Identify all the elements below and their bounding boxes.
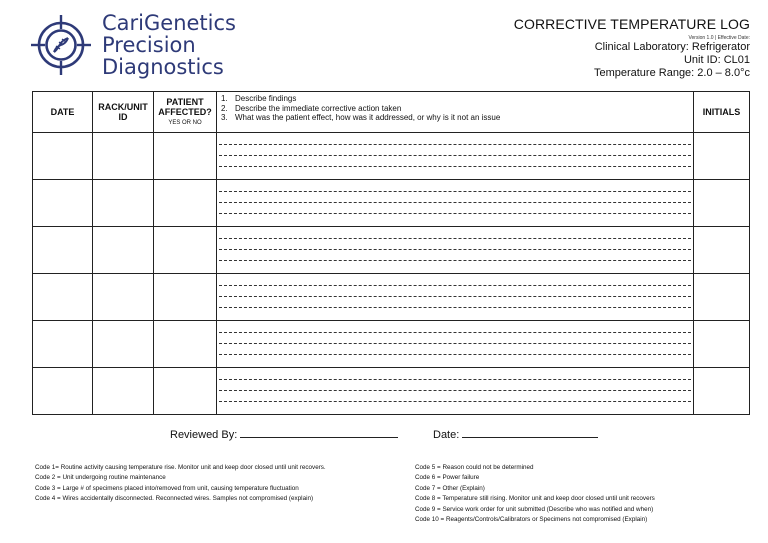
writing-line (219, 249, 691, 250)
codes-legend-left (35, 463, 380, 505)
patient-affected-cell[interactable] (154, 368, 217, 415)
writing-line (219, 238, 691, 239)
instruction-number: 2. (221, 103, 228, 113)
log-table-body (33, 133, 750, 415)
instruction-item (221, 94, 689, 104)
writing-line (219, 166, 691, 167)
header-date: DATE (33, 92, 93, 133)
code-item: Code 2 = Unit undergoing routine maintenance (35, 474, 166, 482)
log-entry-row (33, 133, 750, 180)
patient-affected-cell[interactable] (154, 133, 217, 180)
instruction-number: 3. (221, 113, 228, 122)
reviewed-by-label: Reviewed By: (170, 429, 238, 441)
findings-cell[interactable] (217, 368, 694, 415)
instruction-text: What was the patient effect, how was it addressed, or why is it not an issue (235, 113, 501, 122)
brand-line-3: Diagnostics (102, 55, 224, 79)
code-item: Code 10 = Reagents/Controls/Calibrators or Specimens not compromised (Explain) (415, 516, 648, 524)
date-cell[interactable] (33, 321, 93, 368)
rack-unit-cell[interactable] (93, 227, 154, 274)
writing-line (219, 332, 691, 333)
dna-target-logo-icon (30, 14, 92, 76)
reviewed-by-field[interactable] (170, 428, 398, 441)
review-date-label: Date: (433, 429, 460, 441)
writing-line (219, 307, 691, 308)
initials-cell[interactable] (694, 227, 750, 274)
brand-line-2: Precision (102, 33, 196, 57)
writing-line (219, 401, 691, 402)
initials-cell[interactable] (694, 368, 750, 415)
instruction-item (221, 104, 689, 114)
brand-line-1: CariGenetics (102, 11, 236, 35)
date-cell[interactable] (33, 368, 93, 415)
header-patient-affected-label: PATIENT AFFECTED? (158, 96, 212, 117)
rack-unit-cell[interactable] (93, 368, 154, 415)
writing-line (219, 144, 691, 145)
initials-cell[interactable] (694, 133, 750, 180)
patient-affected-cell[interactable] (154, 180, 217, 227)
company-logo (30, 14, 92, 76)
review-date-field[interactable] (433, 428, 598, 441)
version-info: Version 1.0 | Effective Date: (688, 35, 750, 41)
location-text: Clinical Laboratory: Refrigerator (594, 41, 750, 53)
table-header-row (33, 92, 750, 133)
initials-cell[interactable] (694, 180, 750, 227)
initials-cell[interactable] (694, 321, 750, 368)
code-item: Code 6 = Power failure (415, 474, 480, 482)
patient-affected-cell[interactable] (154, 227, 217, 274)
rack-unit-cell[interactable] (93, 180, 154, 227)
date-cell[interactable] (33, 133, 93, 180)
header-rack-unit-id: RACK/UNIT ID (93, 92, 154, 133)
temperature-range-text: Temperature Range: 2.0 – 8.0°c (593, 67, 750, 79)
codes-legend-right (415, 463, 755, 525)
findings-cell[interactable] (217, 180, 694, 227)
corrective-log-table (32, 91, 750, 415)
header-initials: INITIALS (694, 92, 750, 133)
instruction-item (221, 113, 689, 123)
findings-cell[interactable] (217, 227, 694, 274)
findings-cell[interactable] (217, 274, 694, 321)
code-item: Code 7 = Other (Explain) (415, 484, 485, 492)
log-entry-row (33, 227, 750, 274)
writing-line (219, 285, 691, 286)
header-patient-affected-sub: YES OR NO (168, 119, 202, 126)
rack-unit-cell[interactable] (93, 133, 154, 180)
code-item: Code 8 = Temperature still rising. Monitor unit and keep door closed until unit recovers (415, 495, 655, 503)
code-item: Code 1= Routine activity causing temperature rise. Monitor unit and keep door closed until unit recovers. (35, 464, 326, 471)
findings-cell[interactable] (217, 321, 694, 368)
writing-line (219, 379, 691, 380)
writing-line (219, 202, 691, 203)
writing-line (219, 354, 691, 355)
instruction-text: Describe the immediate corrective action taken (235, 103, 402, 113)
reviewed-by-signature-line[interactable] (240, 428, 398, 438)
header-instructions (217, 92, 694, 133)
patient-affected-cell[interactable] (154, 274, 217, 321)
unit-id-text: Unit ID: CL01 (683, 54, 750, 66)
header-patient-affected (154, 92, 217, 133)
patient-affected-cell[interactable] (154, 321, 217, 368)
log-entry-row (33, 274, 750, 321)
rack-unit-cell[interactable] (93, 274, 154, 321)
code-item: Code 9 = Service work order for unit submitted (Describe who was notified and when) (415, 505, 654, 513)
instruction-number: 1. (221, 94, 228, 103)
initials-cell[interactable] (694, 274, 750, 321)
date-cell[interactable] (33, 274, 93, 321)
writing-line (219, 155, 691, 156)
log-entry-row (33, 321, 750, 368)
log-entry-row (33, 368, 750, 415)
writing-line (219, 260, 691, 261)
review-date-line[interactable] (462, 428, 598, 438)
company-name (102, 12, 236, 78)
writing-line (219, 390, 691, 391)
date-cell[interactable] (33, 227, 93, 274)
document-header (514, 16, 750, 80)
code-item: Code 3 = Large # of specimens placed into/removed from unit, causing temperature fluctuation (35, 484, 299, 492)
code-item: Code 5 = Reason could not be determined (415, 464, 534, 471)
date-cell[interactable] (33, 180, 93, 227)
writing-line (219, 213, 691, 214)
instruction-text: Describe findings (235, 94, 297, 103)
rack-unit-cell[interactable] (93, 321, 154, 368)
writing-line (219, 296, 691, 297)
document-title: CORRECTIVE TEMPERATURE LOG (513, 16, 750, 32)
findings-cell[interactable] (217, 133, 694, 180)
writing-line (219, 191, 691, 192)
writing-line (219, 343, 691, 344)
code-item: Code 4 = Wires accidentally disconnected. Reconnected wires. Samples not compromised (explain) (35, 495, 314, 503)
log-entry-row (33, 180, 750, 227)
